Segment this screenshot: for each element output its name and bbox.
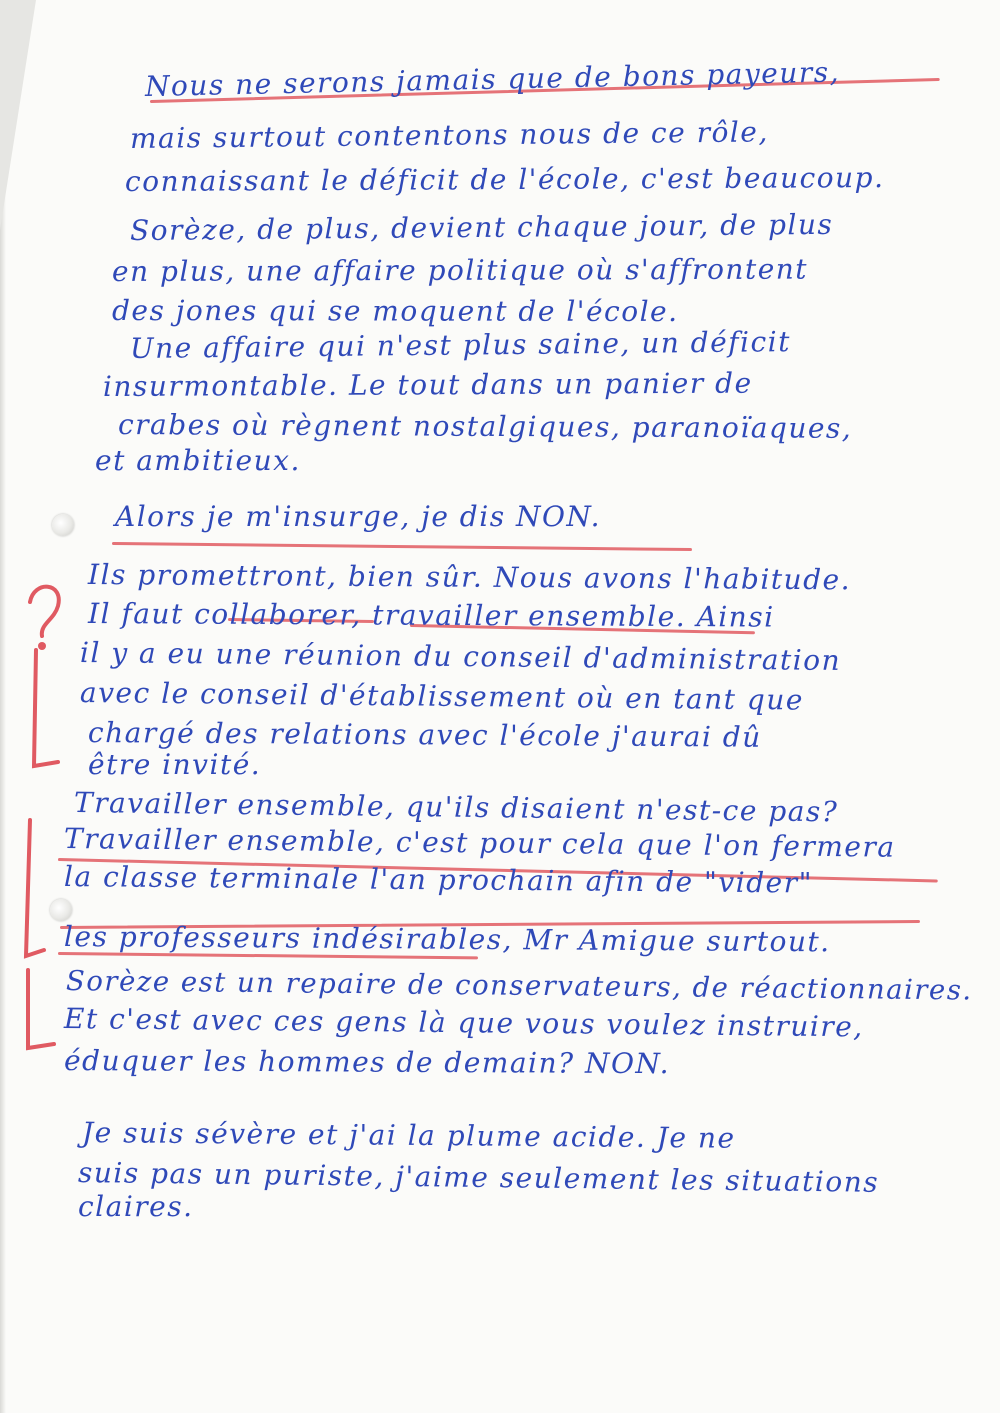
- folded-corner: [0, 0, 36, 230]
- text-line-19: Travailler ensemble, c'est pour cela que l'on fermera: [63, 822, 896, 864]
- text-line-10: et ambitieux.: [95, 444, 301, 477]
- text-line-22: Sorèze est un repaire de conservateurs, de réactionnaires.: [65, 965, 973, 1007]
- text-line-2: mais surtout contentons nous de ce rôle,: [129, 115, 769, 155]
- text-line-27: claires.: [78, 1190, 194, 1223]
- text-line-23: Et c'est avec ces gens là que vous voulez instruire,: [63, 1002, 864, 1044]
- text-line-6: des jones qui se moquent de l'école.: [111, 294, 679, 328]
- text-line-8: insurmontable. Le tout dans un panier de: [102, 366, 753, 403]
- text-line-1: Nous ne serons jamais que de bons payeurs,: [144, 55, 841, 103]
- text-line-20: la classe terminale l'an prochain afin de "vider": [63, 860, 814, 900]
- text-line-7: Une affaire qui n'est plus saine, un déficit: [129, 325, 792, 365]
- text-line-18: Travailler ensemble, qu'ils disaient n'est-ce pas?: [73, 786, 839, 829]
- text-line-26: suis pas un puriste, j'aime seulement les situations: [77, 1156, 880, 1199]
- red-margin-brackets: [0, 570, 70, 1090]
- text-line-5: en plus, une affaire politique où s'affrontent: [111, 252, 809, 288]
- text-line-17: être invité.: [88, 748, 262, 781]
- text-line-12: Ils promettront, bien sûr. Nous avons l'habitude.: [87, 558, 852, 597]
- text-line-4: Sorèze, de plus, devient chaque jour, de plus: [129, 207, 834, 247]
- text-line-11: Alors je m'insurge, je dis NON.: [115, 500, 602, 533]
- text-line-16: chargé des relations avec l'école j'aurai dû: [87, 716, 762, 754]
- punch-hole-upper: [52, 514, 74, 536]
- red-underline-alors: [112, 542, 692, 551]
- text-line-25: Je suis sévère et j'ai la plume acide. Je ne: [81, 1116, 736, 1155]
- text-line-9: crabes où règnent nostalgiques, paranoïaques,: [117, 408, 853, 445]
- text-line-15: avec le conseil d'établissement où en tant que: [79, 676, 805, 717]
- text-line-14: il y a eu une réunion du conseil d'administration: [79, 636, 842, 677]
- text-line-24: éduquer les hommes de demain? NON.: [63, 1044, 671, 1081]
- text-line-3: connaissant le déficit de l'école, c'est beaucoup.: [124, 161, 885, 198]
- text-line-13: Il faut collaborer, travailler ensemble. Ainsi: [87, 597, 775, 634]
- text-line-21: les professeurs indésirables, Mr Amigue surtout.: [63, 920, 831, 959]
